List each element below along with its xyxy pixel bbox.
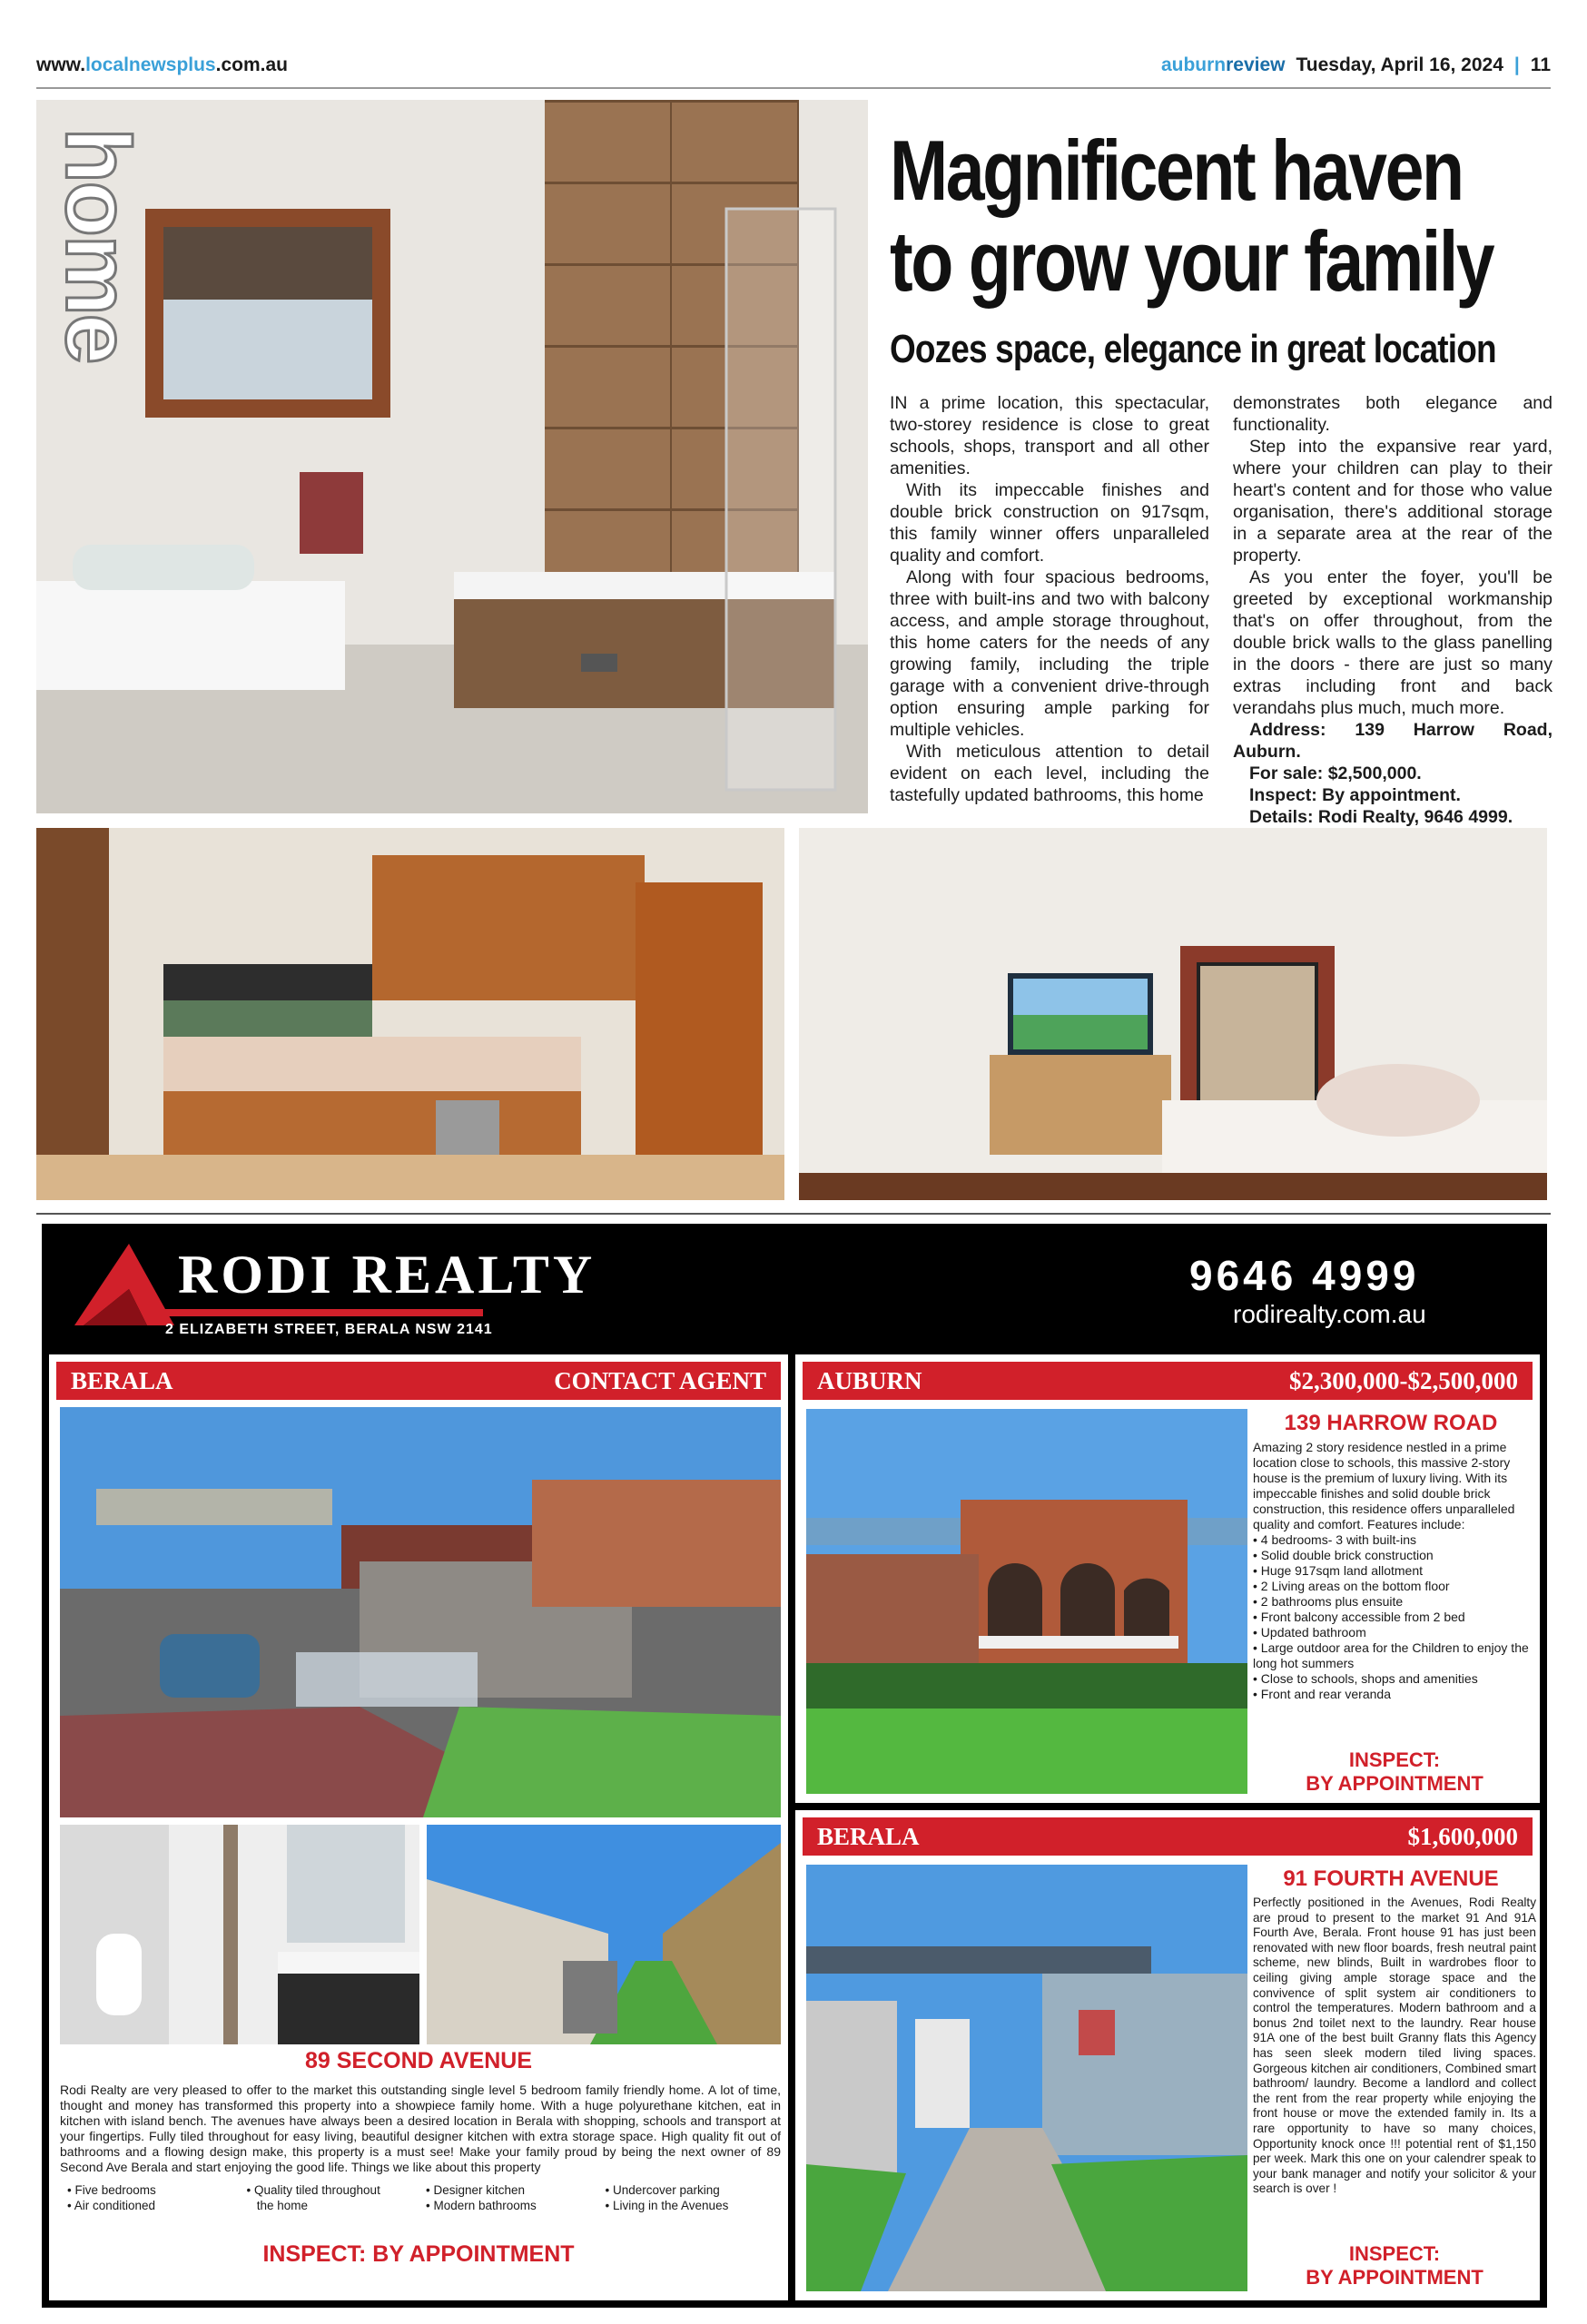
agency-address: 2 ELIZABETH STREET, BERALA NSW 2141 [165, 1322, 493, 1337]
feature-item: • 2 Living areas on the bottom floor [1253, 1579, 1450, 1593]
website-url[interactable]: www.localnewsplus.com.au [36, 54, 288, 75]
listing-header-bar [803, 1817, 1533, 1856]
feature-item: • Huge 917sqm land allotment [1253, 1563, 1424, 1578]
article-headline: Magnificent haven to grow your family [890, 123, 1493, 309]
section-rule [36, 1213, 1551, 1215]
bullet-item: • Undercover parking [605, 2183, 720, 2197]
listing-title: 91 FOURTH AVENUE [1283, 1866, 1499, 1891]
listing-header-bar [803, 1362, 1533, 1400]
listing-header-bar [56, 1362, 781, 1400]
listing-price: $1,600,000 [1407, 1822, 1518, 1850]
logo-wordmark: RODI REALTY [178, 1245, 596, 1305]
section-label: home [46, 127, 149, 363]
bullet-column [67, 2182, 247, 2213]
listing-photo-brick-house [806, 1409, 1247, 1794]
listing-description: Rodi Realty are very pleased to offer to the market this outstanding single level 5 bedroom family friendly home. A lot of time, thought and money has transformed this property into a showpiece family home. With a huge polyurethane kitchen, eat in kitchen with island bench. The avenues have always been a desired location in Berala with shopping, schools and transport at your fingertips. Fully tiled throughout for easy living, beautiful designer kitchen with extra storage space. High quality fit out of bathrooms and a flowing design make, this property is a must see! Make your family proud by being the next owner of 89 Second Ave Berala and start enjoying the good life. Things we like about this property [60, 2083, 781, 2174]
listing-photo-driveway [806, 1865, 1247, 2291]
listing-feature-bullets [67, 2182, 784, 2213]
listing-suburb: AUBURN [817, 1366, 922, 1394]
article-paragraph: Step into the expansive rear yard, where your children can play to their heart's content and for those who value organisation, there's additional storage in a separate area at the rear of the property. [1233, 437, 1552, 566]
article-paragraph: With meticulous attention to detail evident on each level, including the tastefully updated bathrooms, this home [890, 742, 1209, 805]
feature-item: • Close to schools, shops and amenities [1253, 1671, 1478, 1686]
bullet-column [606, 2182, 785, 2213]
logo-mark-icon [74, 1244, 174, 1325]
listing-description: Amazing 2 story residence nestled in a prime location close to schools, this massive 2-story house is the premium of luxury living. With its impeccable finishes and solid double brick construction, this residence offers unparalleled quality and comfort. Features include: [1253, 1440, 1515, 1531]
article-details: Details: Rodi Realty, 9646 4999. [1249, 807, 1513, 827]
page-number: 11 [1530, 54, 1551, 75]
bullet-item: • Living in the Avenues [605, 2199, 729, 2212]
bathroom-photo [36, 100, 868, 813]
article-column-1 [890, 392, 1209, 806]
logo-underline [165, 1309, 483, 1316]
feature-item: • Updated bathroom [1253, 1625, 1366, 1640]
feature-item: • 2 bathrooms plus ensuite [1253, 1594, 1404, 1609]
article-inspect: Inspect: By appointment. [1249, 785, 1461, 805]
listing-details [1253, 1440, 1536, 1702]
bullet-item: • Designer kitchen [426, 2183, 526, 2197]
listing-photo-house-front [60, 1407, 781, 1817]
agency-website[interactable]: rodirealty.com.au [1233, 1300, 1426, 1328]
masthead-info [1161, 54, 1551, 76]
bullet-item: the home [246, 2199, 309, 2212]
issue-date: Tuesday, April 16, 2024 [1296, 54, 1503, 75]
listing-price: CONTACT AGENT [554, 1366, 766, 1394]
agency-phone[interactable]: 9646 4999 [1189, 1252, 1420, 1299]
listing-suburb: BERALA [817, 1822, 920, 1850]
article-price: For sale: $2,500,000. [1249, 763, 1422, 783]
article-column-2 [1233, 392, 1552, 828]
article-paragraph: As you enter the foyer, you'll be greeted by exceptional workmanship that's on offer throughout, from the double brick walls to the glass panelling in the doors - there are just so many extras including front and back verandahs plus much, much more. [1233, 567, 1552, 718]
listing-photo-side-yard [427, 1825, 781, 2044]
feature-item: • Large outdoor area for the Children to enjoy the long hot summers [1253, 1640, 1529, 1670]
article-paragraph: With its impeccable finishes and double brick construction on 917sqm, this family winner offers unparalleled quality and comfort. [890, 480, 1209, 566]
listing-suburb: BERALA [71, 1366, 173, 1394]
feature-item: • 4 bedrooms- 3 with built-ins [1253, 1532, 1416, 1547]
bedroom-photo [799, 828, 1547, 1200]
bullet-item: • Five bedrooms [67, 2183, 156, 2197]
article-address: Address: 139 Harrow Road, Auburn. [1233, 720, 1552, 762]
feature-item: • Front and rear veranda [1253, 1687, 1391, 1701]
bullet-item: • Air conditioned [67, 2199, 156, 2212]
header-rule [36, 87, 1551, 89]
bullet-column [247, 2182, 427, 2213]
listing-description: Perfectly positioned in the Avenues, Rodi Realty are proud to present to the market 91 And 91A Fourth Ave, Berala. Front house 91 has just been renovated with new floor boards, fresh neutral paint scheme, new blinds, Built in wardrobes floor to ceiling giving ample storage space and the convivence of split system air conditioners to control the temperatures. Modern bathroom and a bonus 2nd toilet next to the laundry. Rear house 91A one of the best built Granny flats this Agency has seen sleek modern tiled living spaces. Gorgeous kitchen air conditioners, Combined smart bathroom/ laundry. Become a landlord and collect the rent from the rear property while enjoying the front house or move the extended family in. Its a rare opportunity to have so many choices, Opportunity knock once !!! potential rent of $1,150 per week. Mark this one on your calendrer speak to your bank manager and notify your solicitor & your search is over ! [1253, 1896, 1536, 2196]
listing-inspect: INSPECT: BY APPOINTMENT [1306, 2242, 1484, 2289]
bullet-column [426, 2182, 606, 2213]
kitchen-photo [36, 828, 784, 1200]
listing-inspect: INSPECT: BY APPOINTMENT [1306, 1748, 1484, 1795]
listing-photo-bathroom [60, 1825, 419, 2044]
feature-item: • Solid double brick construction [1253, 1548, 1434, 1562]
article-paragraph: Along with four spacious bedrooms, three with built-ins and two with balcony access, and ample storage throughout, this home caters for the needs of any growing family, including the triple garage with a convenient drive-through option ensuring ample parking for multiple vehicles. [890, 567, 1209, 740]
feature-item: • Front balcony accessible from 2 bed [1253, 1610, 1465, 1624]
bullet-item: • Modern bathrooms [426, 2199, 537, 2212]
page-separator: | [1513, 54, 1520, 75]
article-paragraph: demonstrates both elegance and functionality. [1233, 393, 1552, 435]
listing-inspect: INSPECT: BY APPOINTMENT [262, 2241, 575, 2267]
article-paragraph: IN a prime location, this spectacular, two-storey residence is close to great schools, shops, transport and all other amenities. [890, 393, 1209, 478]
listing-price: $2,300,000-$2,500,000 [1289, 1366, 1518, 1394]
article-subheading: Oozes space, elegance in great location [890, 327, 1496, 371]
listing-title: 139 HARROW ROAD [1284, 1411, 1498, 1435]
publication-name: auburnreview [1160, 54, 1286, 75]
listing-title: 89 SECOND AVENUE [304, 2048, 533, 2073]
bullet-item: • Quality tiled throughout [246, 2183, 380, 2197]
listing-features [1253, 1532, 1536, 1702]
